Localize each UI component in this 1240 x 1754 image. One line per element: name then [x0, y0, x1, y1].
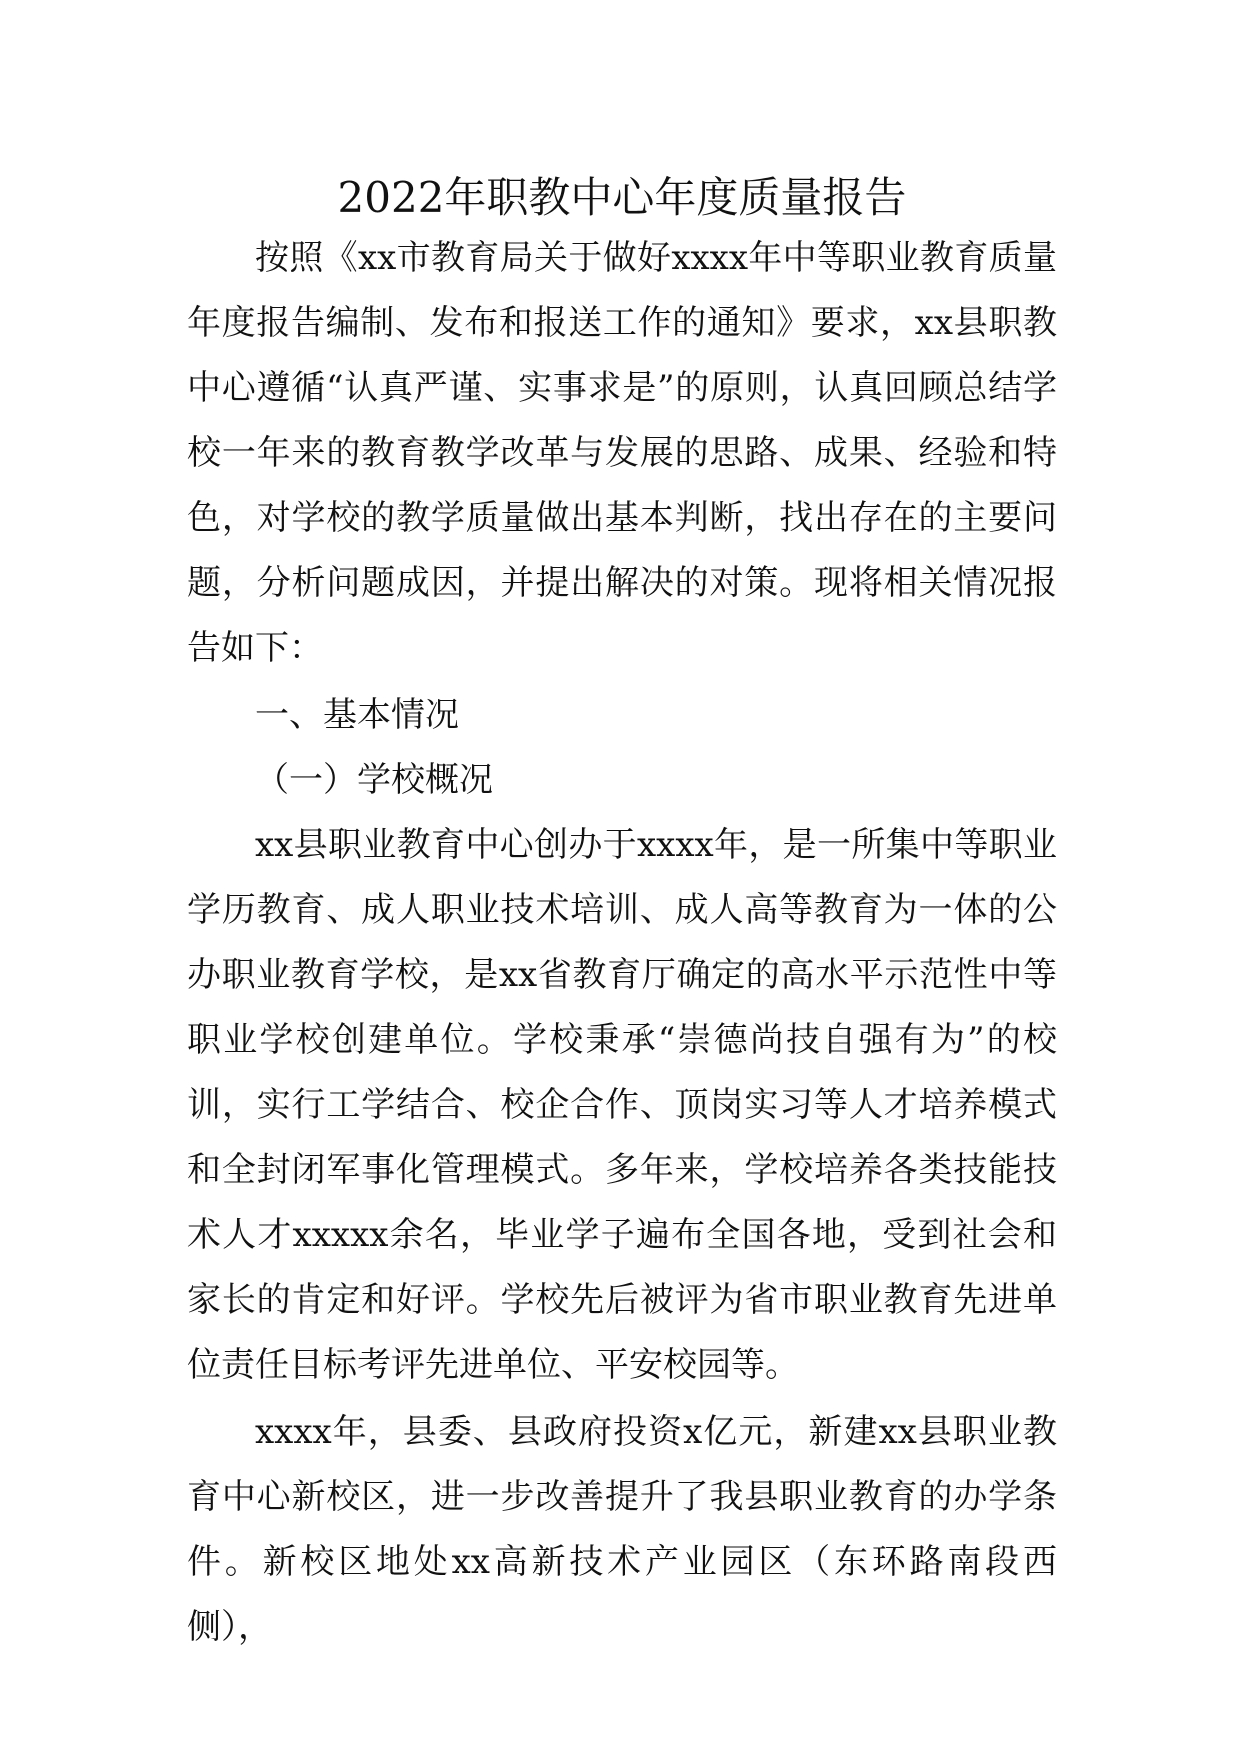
- new-campus-paragraph: xxxx年，县委、县政府投资x亿元，新建xx县职业教育中心新校区，进一步改善提升了我县职业教育的办学条件。新校区地处xx高新技术产业园区（东环路南段西侧），: [187, 1412, 1057, 1647]
- section-heading-basic-info: 一、基本情况: [255, 695, 459, 735]
- document-body: [187, 170, 1057, 1660]
- document-title: 2022年职教中心年度质量报告: [337, 173, 907, 222]
- subsection-heading-school-overview: （一）学校概况: [255, 760, 493, 800]
- school-overview-paragraph: xx县职业教育中心创办于xxxx年，是一所集中等职业学历教育、成人职业技术培训、成人高等教育为一体的公办职业教育学校，是xx省教育厅确定的高水平示范性中等职业学校创建单位。学校秉承“崇德尚技自强有为”的校训，实行工学结合、校企合作、顶岗实习等人才培养模式和全封闭军事化管理模式。多年来，学校培养各类技能技术人才xxxxx余名，毕业学子遍布全国各地，受到社会和家长的肯定和好评。学校先后被评为省市职业教育先进单位责任目标考评先进单位、平安校园等。: [187, 825, 1057, 1385]
- intro-paragraph: 按照《xx市教育局关于做好xxxx年中等职业教育质量年度报告编制、发布和报送工作的通知》要求，xx县职教中心遵循“认真严谨、实事求是”的原则，认真回顾总结学校一年来的教育教学改革与发展的思路、成果、经验和特色，对学校的教学质量做出基本判断，找出存在的主要问题，分析问题成因，并提出解决的对策。现将相关情况报告如下：: [187, 238, 1057, 668]
